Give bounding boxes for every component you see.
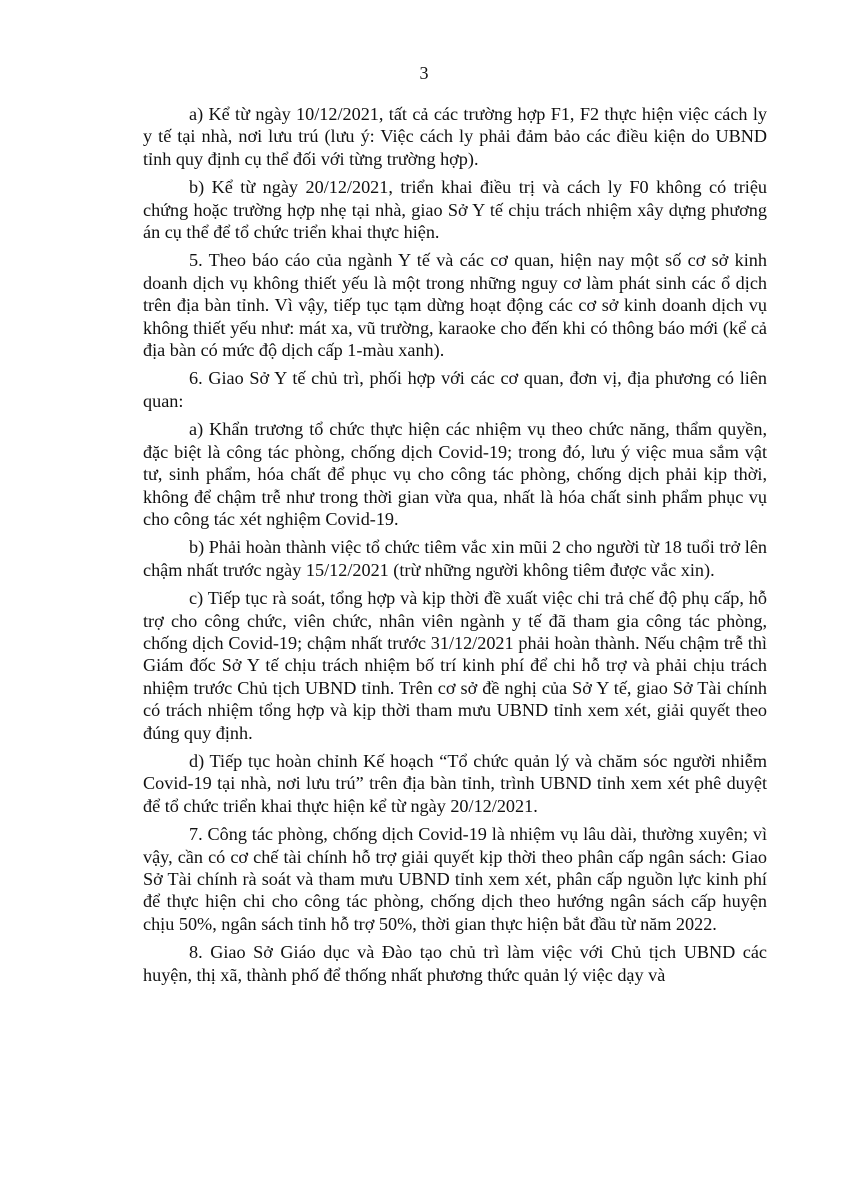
paragraph-6d: d) Tiếp tục hoàn chỉnh Kế hoạch “Tổ chức quản lý và chăm sóc người nhiễm Covid-19 tại nhà, nơi lưu trú” trên địa bàn tỉnh, trình UBND tỉnh xem xét phê duyệt để tổ chức triển khai thực hiện kể từ ngày 20/12/2021. — [143, 750, 767, 816]
paragraph-3b: b) Kể từ ngày 20/12/2021, triển khai điều trị và cách ly F0 không có triệu chứng hoặc trường hợp nhẹ tại nhà, giao Sở Y tế chịu trách nhiệm xây dựng phương án cụ thể để tổ chức triển khai thực hiện. — [143, 177, 767, 243]
paragraph-6b: b) Phải hoàn thành việc tổ chức tiêm vắc xin mũi 2 cho người từ 18 tuổi trở lên chậm nhất trước ngày 15/12/2021 (trừ những người không tiêm được vắc xin). — [143, 537, 767, 580]
paragraph-6a: a) Khẩn trương tổ chức thực hiện các nhiệm vụ theo chức năng, thẩm quyền, đặc biệt là công tác phòng, chống dịch Covid-19; trong đó, lưu ý việc mua sắm vật tư, sinh phẩm, hóa chất để phục vụ cho công tác phòng, chống dịch phải kịp thời, không để chậm trễ như trong thời gian vừa qua, nhất là hóa chất sinh phẩm phục vụ cho công tác xét nghiệm Covid-19. — [143, 419, 767, 529]
paragraph-3a: a) Kể từ ngày 10/12/2021, tất cả các trường hợp F1, F2 thực hiện việc cách ly y tế tại nhà, nơi lưu trú (lưu ý: Việc cách ly phải đảm bảo các điều kiện do UBND tỉnh quy định cụ thể đối với từng trường hợp). — [143, 104, 767, 169]
paragraph-7: 7. Công tác phòng, chống dịch Covid-19 là nhiệm vụ lâu dài, thường xuyên; vì vậy, cần có cơ chế tài chính hỗ trợ giải quyết kịp thời theo phân cấp ngân sách: Giao Sở Tài chính rà soát và tham mưu UBND tỉnh xem xét, phân cấp nguồn lực kinh phí để thực hiện chi cho công tác phòng, chống dịch theo hướng ngân sách cấp huyện chịu 50%, ngân sách tỉnh hỗ trợ 50%, thời gian thực hiện bắt đầu từ năm 2022. — [143, 824, 767, 934]
paragraph-6: 6. Giao Sở Y tế chủ trì, phối hợp với các cơ quan, đơn vị, địa phương có liên quan: — [143, 368, 767, 411]
paragraph-5: 5. Theo báo cáo của ngành Y tế và các cơ quan, hiện nay một số cơ sở kinh doanh dịch vụ không thiết yếu là một trong những nguy cơ làm phát sinh các ổ dịch trên địa bàn tỉnh. Vì vậy, tiếp tục tạm dừng hoạt động các cơ sở kinh doanh dịch vụ không thiết yếu như: mát xa, vũ trường, karaoke cho đến khi có thông báo mới (kể cả địa bàn có mức độ dịch cấp 1-màu xanh). — [143, 250, 767, 361]
page-number: 3 — [419, 63, 429, 83]
paragraph-8: 8. Giao Sở Giáo dục và Đào tạo chủ trì làm việc với Chủ tịch UBND các huyện, thị xã, thành phố để thống nhất phương thức quản lý việc dạy và — [143, 942, 767, 985]
paragraph-6c: c) Tiếp tục rà soát, tổng hợp và kịp thời đề xuất việc chi trả chế độ phụ cấp, hỗ trợ cho công chức, viên chức, nhân viên ngành y tế đã tham gia công tác phòng, chống dịch Covid-19; chậm nhất trước 31/12/2021 phải hoàn thành. Nếu chậm trễ thì Giám đốc Sở Y tế chịu trách nhiệm bố trí kinh phí để chi hỗ trợ và phải chịu trách nhiệm trước Chủ tịch UBND tỉnh. Trên cơ sở đề nghị của Sở Y tế, giao Sở Tài chính có trách nhiệm tổng hợp và kịp thời tham mưu UBND tỉnh xem xét, giải quyết theo đúng quy định. — [143, 588, 767, 743]
document-body — [143, 103, 767, 992]
